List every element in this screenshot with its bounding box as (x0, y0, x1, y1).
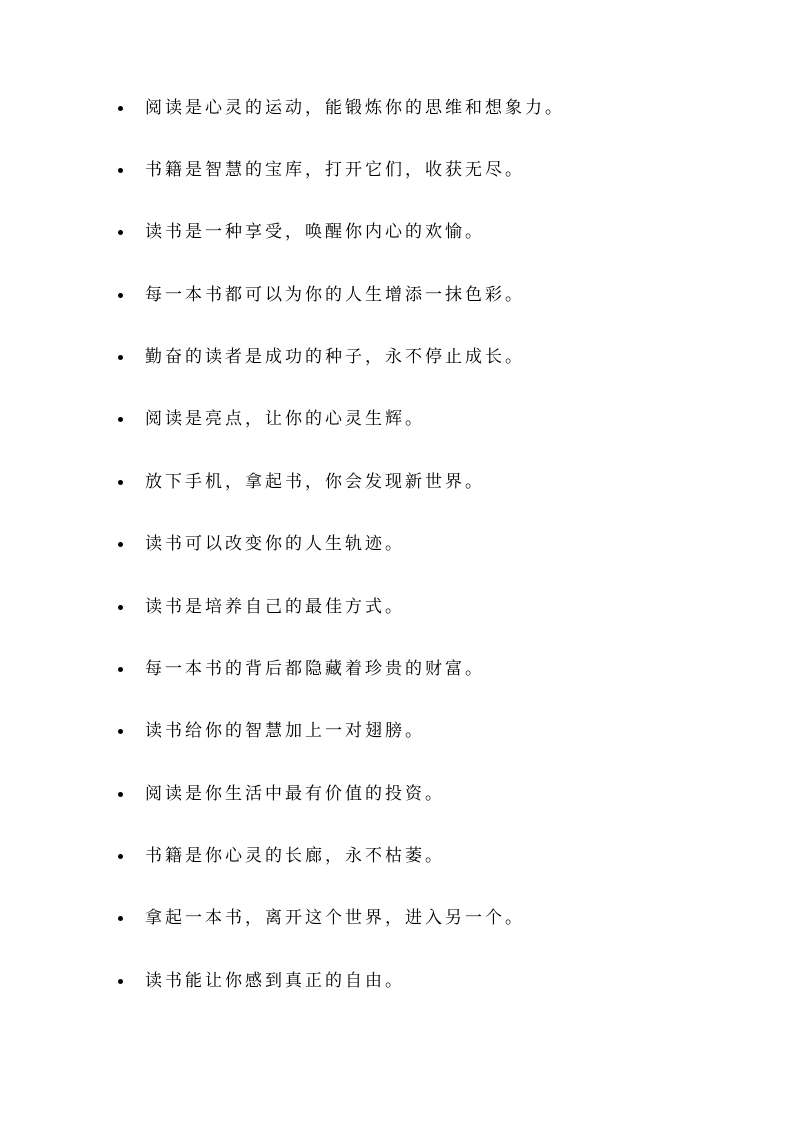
list-item (118, 404, 425, 434)
list-item-text: 每一本书都可以为你的人生增添一抹色彩。 (145, 285, 525, 305)
list-item (118, 217, 485, 247)
list-item (118, 966, 405, 996)
list-item-text: 读书可以改变你的人生轨迹。 (145, 534, 405, 554)
list-item (118, 467, 485, 497)
list-item (118, 779, 445, 809)
list-item (118, 716, 425, 746)
bullet-icon (118, 168, 123, 173)
bullet-icon (118, 729, 123, 734)
list-item-text: 读书是培养自己的最佳方式。 (145, 597, 405, 617)
bullet-icon (118, 916, 123, 921)
bullet-icon (118, 417, 123, 422)
list-item-text: 放下手机，拿起书，你会发现新世界。 (145, 472, 485, 492)
list-item-text: 读书能让你感到真正的自由。 (145, 971, 405, 991)
list-item-text: 阅读是亮点，让你的心灵生辉。 (145, 409, 425, 429)
bullet-icon (118, 480, 123, 485)
list-item-text: 阅读是你生活中最有价值的投资。 (145, 784, 445, 804)
bullet-icon (118, 293, 123, 298)
list-item (118, 592, 405, 622)
list-item-text: 阅读是心灵的运动，能锻炼你的思维和想象力。 (145, 98, 565, 118)
bullet-icon (118, 792, 123, 797)
list-item-text: 读书给你的智慧加上一对翅膀。 (145, 721, 425, 741)
list-item-text: 读书是一种享受，唤醒你内心的欢愉。 (145, 222, 485, 242)
list-item (118, 93, 565, 123)
bullet-icon (118, 667, 123, 672)
bullet-icon (118, 230, 123, 235)
bullet-icon (118, 605, 123, 610)
list-item (118, 654, 485, 684)
list-item (118, 155, 525, 185)
list-item-text: 每一本书的背后都隐藏着珍贵的财富。 (145, 659, 485, 679)
list-item (118, 841, 445, 871)
list-item (118, 280, 525, 310)
list-item-text: 书籍是智慧的宝库，打开它们，收获无尽。 (145, 160, 525, 180)
list-item-text: 勤奋的读者是成功的种子，永不停止成长。 (145, 347, 525, 367)
bullet-icon (118, 355, 123, 360)
bullet-icon (118, 979, 123, 984)
list-item (118, 342, 525, 372)
list-item (118, 903, 525, 933)
bullet-icon (118, 542, 123, 547)
bullet-icon (118, 854, 123, 859)
list-item-text: 书籍是你心灵的长廊，永不枯萎。 (145, 846, 445, 866)
list-item (118, 529, 405, 559)
list-item-text: 拿起一本书，离开这个世界，进入另一个。 (145, 908, 525, 928)
bullet-icon (118, 106, 123, 111)
